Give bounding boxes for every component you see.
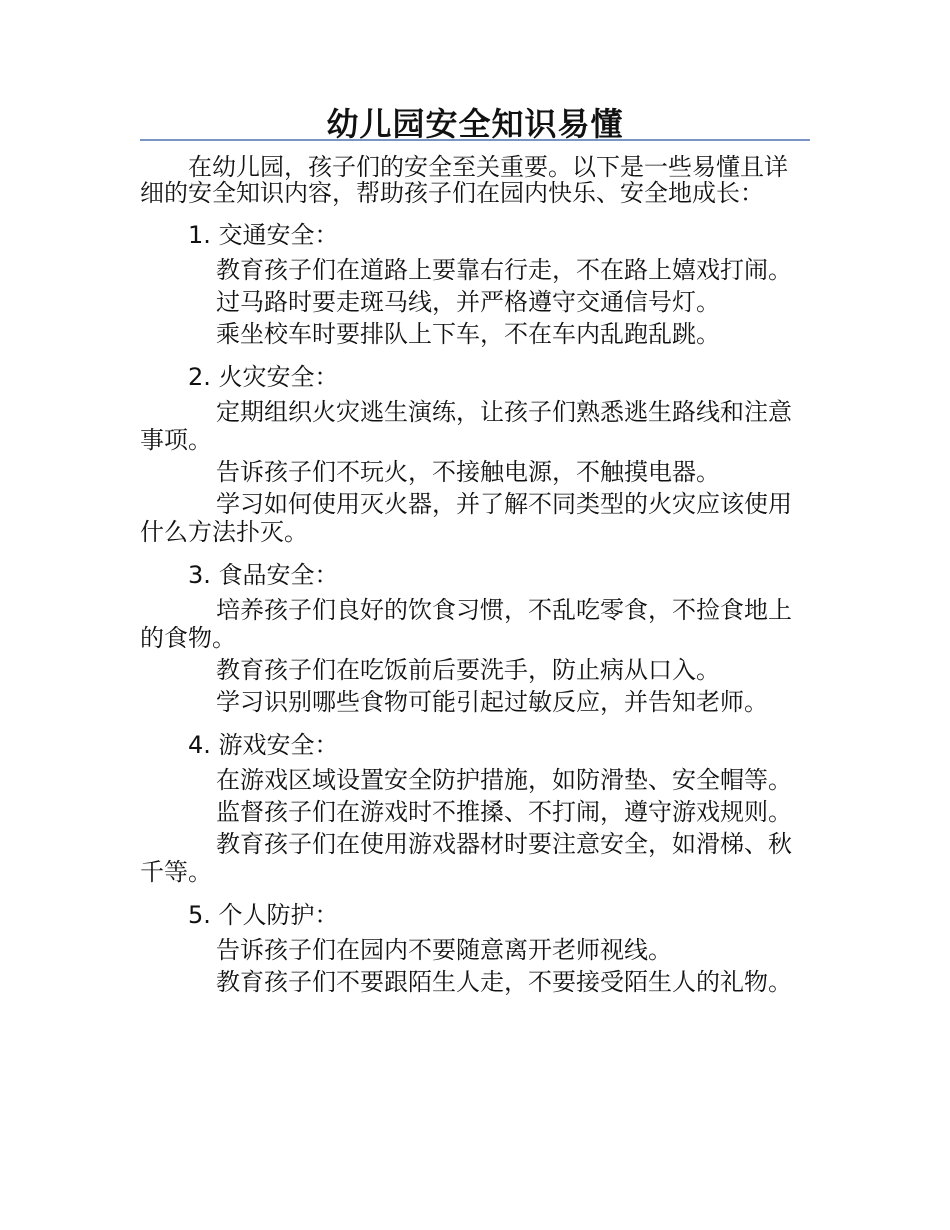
list-item: 学习如何使用灭火器，并了解不同类型的火灾应该使用什么方法扑灭。 [140, 490, 792, 546]
list-item: 在游戏区域设置安全防护措施，如防滑垫、安全帽等。 [216, 766, 792, 794]
section-heading: 5. 个人防护： [188, 901, 339, 929]
list-item: 教育孩子们在使用游戏器材时要注意安全，如滑梯、秋千等。 [140, 830, 792, 886]
list-item: 培养孩子们良好的饮食习惯，不乱吃零食，不捡食地上的食物。 [140, 596, 792, 652]
list-item: 监督孩子们在游戏时不推搡、不打闹，遵守游戏规则。 [216, 798, 792, 826]
list-item: 过马路时要走斑马线，并严格遵守交通信号灯。 [216, 288, 720, 316]
section-heading: 3. 食品安全： [188, 561, 339, 589]
section-traffic-safety [140, 218, 810, 348]
list-item: 教育孩子们在吃饭前后要洗手，防止病从口入。 [216, 656, 720, 684]
list-item: 学习识别哪些食物可能引起过敏反应，并告知老师。 [216, 688, 768, 716]
list-item: 告诉孩子们在园内不要随意离开老师视线。 [216, 936, 672, 964]
section-personal-protection [140, 898, 810, 996]
list-item: 教育孩子们在道路上要靠右行走，不在路上嬉戏打闹。 [216, 256, 792, 284]
document-title: 幼儿园安全知识易懂 [326, 105, 624, 143]
list-item: 定期组织火灾逃生演练，让孩子们熟悉逃生路线和注意事项。 [140, 398, 792, 454]
section-food-safety [140, 558, 810, 716]
list-item: 乘坐校车时要排队上下车，不在车内乱跑乱跳。 [216, 320, 720, 348]
section-heading: 2. 火灾安全： [188, 363, 339, 391]
document-body [140, 154, 810, 996]
section-heading: 1. 交通安全： [188, 221, 339, 249]
section-heading: 4. 游戏安全： [188, 731, 339, 759]
list-item: 教育孩子们不要跟陌生人走，不要接受陌生人的礼物。 [216, 968, 792, 996]
section-play-safety [140, 728, 810, 886]
list-item: 告诉孩子们不玩火，不接触电源，不触摸电器。 [216, 458, 720, 486]
title-underline [140, 139, 810, 141]
intro-paragraph: 在幼儿园，孩子们的安全至关重要。以下是一些易懂且详细的安全知识内容，帮助孩子们在园内快乐、安全地成长： [140, 153, 788, 207]
section-fire-safety [140, 360, 810, 546]
